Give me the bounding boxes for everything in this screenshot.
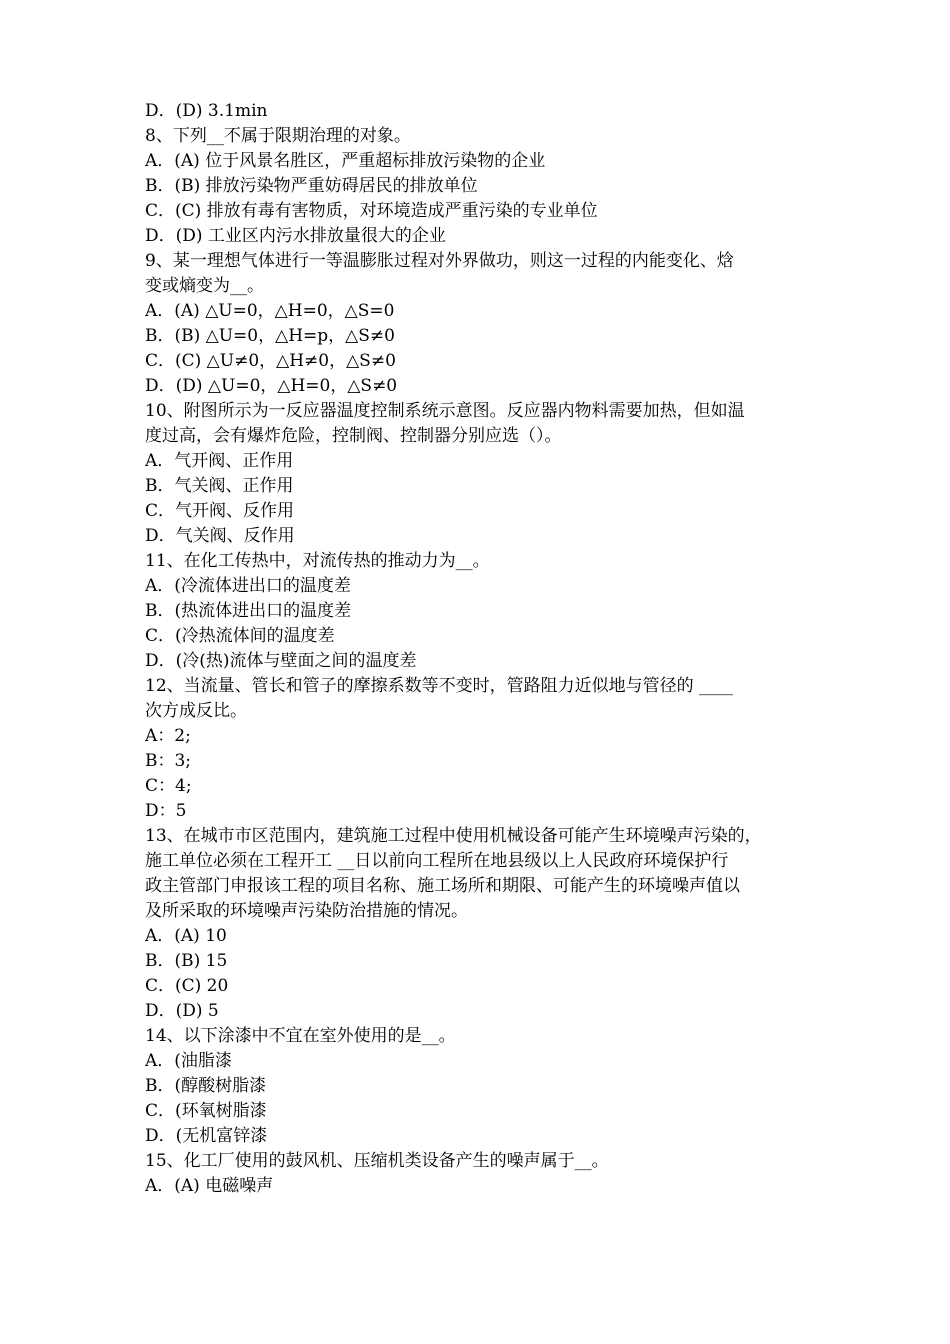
question-9-stem: 9、某一理想气体进行一等温膨胀过程对外界做功，则这一过程的内能变化、焓 (145, 251, 734, 271)
text-line: B．气关阀、正作用 (145, 476, 294, 496)
text-line: B．(热流体进出口的温度差 (145, 601, 352, 621)
text-line: 度过高，会有爆炸危险，控制阀、控制器分别应选（）。 (145, 426, 562, 446)
text-line: A．(油脂漆 (145, 1051, 232, 1071)
text-line: D．(D) 5 (145, 1001, 219, 1021)
text-line: A．气开阀、正作用 (145, 451, 294, 471)
text-line: C．气开阀、反作用 (145, 501, 295, 521)
text-line: C．(环氧树脂漆 (145, 1101, 267, 1121)
text-line: D．(冷(热)流体与壁面之间的温度差 (145, 651, 417, 671)
text-line: D．(无机富锌漆 (145, 1126, 268, 1146)
question-15-stem: 15、化工厂使用的鼓风机、压缩机类设备产生的噪声属于__。 (145, 1151, 609, 1171)
text-line: C．(C) 20 (145, 976, 229, 996)
question-13-stem: 13、在城市市区范围内，建筑施工过程中使用机械设备可能产生环境噪声污染的， (145, 826, 762, 846)
question-14-stem: 14、以下涂漆中不宜在室外使用的是__。 (145, 1026, 456, 1046)
text-line: B．(B) △U=0，△H=p，△S≠0 (145, 326, 395, 346)
text-line: A．(A) 10 (145, 926, 227, 946)
text-line: C．(C) 排放有毒有害物质，对环境造成严重污染的专业单位 (145, 201, 598, 221)
text-line: D．(D) 3.1min (145, 101, 268, 121)
text-line: D．气关阀、反作用 (145, 526, 295, 546)
text-line: D．(D) △U=0，△H=0，△S≠0 (145, 376, 398, 396)
text-line: A：2; (145, 726, 191, 746)
text-line: B．(醇酸树脂漆 (145, 1076, 267, 1096)
question-8-stem: 8、下列__不属于限期治理的对象。 (145, 126, 411, 146)
text-line: C：4; (145, 776, 192, 796)
text-line: 政主管部门申报该工程的项目名称、施工场所和期限、可能产生的环境噪声值以 (145, 876, 740, 896)
question-11-stem: 11、在化工传热中，对流传热的推动力为__。 (145, 551, 490, 571)
question-10-stem: 10、附图所示为一反应器温度控制系统示意图。反应器内物料需要加热，但如温 (145, 401, 745, 421)
text-line: B．(B) 15 (145, 951, 228, 971)
text-line: B：3; (145, 751, 192, 771)
text-line: 变或熵变为__。 (145, 276, 264, 296)
text-line: C．(冷热流体间的温度差 (145, 626, 335, 646)
text-line: 次方成反比。 (145, 701, 247, 721)
text-line: C．(C) △U≠0，△H≠0，△S≠0 (145, 351, 396, 371)
text-line: 施工单位必须在工程开工 __日以前向工程所在地县级以上人民政府环境保护行 (145, 851, 729, 871)
text-line: 及所采取的环境噪声污染防治措施的情况。 (145, 901, 468, 921)
text-line: A．(A) 位于风景名胜区，严重超标排放污染物的企业 (145, 151, 546, 171)
text-line: B．(B) 排放污染物严重妨碍居民的排放单位 (145, 176, 478, 196)
text-line: A．(A) 电磁噪声 (145, 1176, 274, 1196)
text-line: D．(D) 工业区内污水排放量很大的企业 (145, 226, 446, 246)
text-line: D：5 (145, 801, 187, 821)
text-line: A．(A) △U=0，△H=0，△S=0 (145, 301, 395, 321)
question-12-stem: 12、当流量、管长和管子的摩擦系数等不变时，管路阻力近似地与管径的 ____ (145, 676, 734, 696)
text-line: A．(冷流体进出口的温度差 (145, 576, 351, 596)
